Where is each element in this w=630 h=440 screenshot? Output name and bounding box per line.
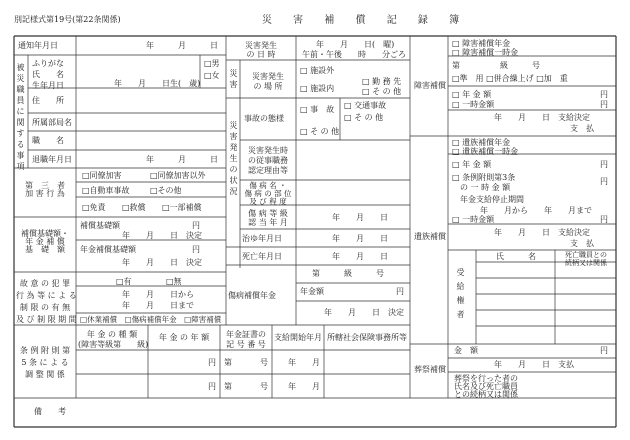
car-accident-checkbox[interactable]: □自動車事故: [82, 186, 130, 195]
retire-date-label: 退職年月日: [32, 155, 72, 164]
other-accident-checkbox[interactable]: □ そ の 他: [344, 113, 384, 122]
retire-date-value: 年 月 日: [146, 155, 218, 164]
accident-checkbox[interactable]: □ 事 故: [300, 105, 335, 114]
disability-label: 障害補償: [414, 81, 446, 90]
injury-pension-yen: 円: [396, 287, 404, 296]
recipient-relation-header: 死亡職員との 続柄又は関係: [565, 251, 607, 267]
injury-label: 傷 病 名 ・ 傷 病 の 部 位 及 び 程 度: [244, 181, 292, 206]
dept-label: 所属部局名: [32, 118, 72, 127]
restriction-yes-checkbox[interactable]: □有: [116, 277, 132, 286]
outside-checkbox[interactable]: □ 施設外: [300, 66, 335, 75]
disability-pension-checkbox[interactable]: □ 障害補償年金: [452, 39, 511, 48]
cert-no-suffix-1: 号: [260, 358, 268, 367]
other-duty-checkbox[interactable]: □同僚加害以外: [150, 171, 206, 180]
annual-yen-2: 円: [208, 382, 216, 391]
traffic-accident-checkbox[interactable]: □ 交通事故: [344, 101, 387, 110]
cure-date-label: 治ゆ年月日: [242, 234, 282, 243]
disability-pension-amount[interactable]: □ 年 金 額: [452, 90, 492, 99]
furigana-label: ふりがな: [32, 59, 64, 68]
injury-pension-label: 傷病補償年金: [228, 291, 276, 300]
cert-no-prefix-2: 第: [224, 382, 232, 391]
restriction-label: 故 意 の 犯 罪 行 為 等 に よ る 制 限 の 有 無 及 び 制 限 期 間: [16, 279, 77, 324]
survivor-lump-yen: 円: [600, 215, 608, 224]
disaster-side-label: 災害: [229, 69, 238, 89]
survivor-lump-checkbox[interactable]: □ 遺族補償一時金: [452, 147, 519, 156]
certificate-no-header: 年金証書の 記 号 番 号: [226, 330, 266, 349]
address-label: 住 所: [32, 96, 64, 105]
survivor-stop-period: 年 月から 年 月まで: [480, 206, 592, 215]
third-party-label: 第 三 者 加 害 行 為: [25, 181, 65, 198]
supplement-label: 条 例 附 則 第 5 条 に よ る 調 整 関 係: [19, 346, 71, 379]
recipient-name-header: 氏 名: [496, 252, 536, 261]
pension-base-date: 年 月 日 決定: [122, 258, 202, 267]
funeral-payment-date: 年 月 日 支払: [494, 360, 574, 369]
cert-no-suffix-2: 号: [260, 382, 268, 391]
disability-pension-yen: 円: [600, 90, 608, 99]
survivor-article-amount[interactable]: □ 条例附則第3条 の 一 時 金 額: [452, 173, 516, 192]
funeral-amount-label: 金 額: [454, 346, 478, 355]
restriction-types[interactable]: □休業補償 □傷病補償年金 □障害補償: [80, 315, 222, 324]
base-amount-yen: 円: [192, 221, 200, 230]
disability-lump-amount[interactable]: □ 一時金額: [452, 100, 495, 109]
disability-payment-date: 年 月 日 支給決定: [494, 113, 590, 122]
name-label: 氏 名: [32, 70, 64, 79]
birth-value: 年 月 日生( 歳): [114, 79, 201, 88]
accident-status-label: 事故の態様: [244, 114, 284, 123]
injury-pension-decision: 年 月 日 決定: [324, 308, 404, 317]
recipient-label: 受給権者: [456, 268, 465, 319]
base-amount-label: 補償基礎額: [80, 221, 120, 230]
female-checkbox[interactable]: □女: [204, 71, 220, 80]
survivor-lump-amount[interactable]: □ 一時金額: [452, 215, 495, 224]
job-title-label: 職 名: [32, 136, 64, 145]
commute-checkbox[interactable]: □ 勤 務 先: [362, 77, 402, 86]
start-ym-1: 年 月: [288, 358, 320, 367]
annual-yen-1: 円: [208, 358, 216, 367]
birth-label: 生年月日: [32, 81, 64, 90]
restriction-no-checkbox[interactable]: □無: [166, 277, 182, 286]
injury-pension-amount-label: 年金額: [300, 287, 324, 296]
base-amount-date: 年 月 日 決定: [122, 231, 202, 240]
injury-pension-grade: 第 級 号: [312, 269, 384, 278]
survivor-pay-label: 支 払: [570, 239, 594, 248]
disaster-datetime-label: 災害発生 の 日 時: [245, 41, 277, 59]
base-amount-group-label: 補償基礎額・ 年 金 補 償 基 礎 額: [21, 229, 69, 254]
duty-label: 災害発生時 の従事職務 認定理由等: [248, 146, 288, 175]
male-checkbox[interactable]: □男: [204, 59, 220, 68]
social-insurance-office-header: 所轄社会保険事務所等: [327, 333, 407, 342]
funeral-label: 葬祭補償: [414, 365, 446, 374]
survivor-stop-label: 年金支給停止期間: [460, 195, 524, 204]
form-title: 災 害 補 償 記 録 簿: [262, 15, 469, 26]
funeral-amount-yen: 円: [600, 346, 608, 355]
inside-checkbox[interactable]: □ 施設内: [300, 84, 335, 93]
partial-checkbox[interactable]: □一部補償: [162, 203, 202, 212]
disability-grade: 第 級 号: [452, 61, 540, 70]
survivor-pension-checkbox[interactable]: □ 遺族補償年金: [452, 138, 511, 147]
pension-base-label: 年金補償基礎額: [80, 245, 136, 254]
diagnosis-date: 年 月 日: [332, 213, 388, 222]
indemnity-checkbox[interactable]: □救償: [122, 203, 146, 212]
same-duty-checkbox[interactable]: □同僚加害: [82, 171, 122, 180]
other-status-checkbox[interactable]: □ そ の 他: [300, 127, 340, 136]
survivor-pension-amount[interactable]: □ 年 金 額: [452, 160, 492, 169]
death-date-value: 年 月 日: [332, 252, 388, 261]
start-month-header: 支給開始年月: [274, 333, 322, 342]
disaster-place-label: 災害発生 の 場 所: [252, 72, 284, 91]
pension-base-yen: 円: [192, 245, 200, 254]
cert-no-prefix-1: 第: [224, 358, 232, 367]
start-ym-2: 年 月: [288, 382, 320, 391]
diagnosis-label: 傷 病 等 級 認 当 年 月: [248, 209, 288, 227]
disability-lump-checkbox[interactable]: □ 障害補償一時金: [452, 48, 519, 57]
pension-annual-header: 年 金 の 年 額: [158, 333, 210, 342]
survivor-payment-date: 年 月 日 支給決定: [494, 228, 590, 237]
survivor-label: 遺族補償: [414, 232, 446, 241]
disaster-time-value: 午前・午後 時 分ごろ: [302, 50, 406, 59]
restriction-to: 年 月 日まで: [122, 301, 194, 310]
disability-lump-yen: 円: [600, 100, 608, 109]
pension-type-header: 年 金 の 種 類 (障害等級第 級): [78, 330, 149, 349]
remarks-label: 備 考: [34, 407, 66, 416]
form-number: 別記様式第19号(第22条関係): [14, 15, 121, 24]
disability-sub-options[interactable]: □準 用 □併合繰上げ □加 重: [452, 74, 568, 83]
survivor-article-yen: 円: [600, 177, 608, 186]
disaster-status-vertical: 災害発生の状況: [229, 121, 238, 196]
other-checkbox[interactable]: □その他: [150, 186, 182, 195]
exempt-checkbox[interactable]: □免責: [82, 203, 106, 212]
cure-date-value: 年 月 日: [332, 234, 388, 243]
notify-date-value: 年 月 日: [146, 41, 218, 50]
victim-group-label: 被災職員に関する事項: [16, 63, 25, 171]
restriction-from: 年 月 日から: [122, 290, 194, 299]
funeral-performer-label: 葬祭を行った者の 氏名及び死亡職員 との続柄又は関係: [454, 374, 518, 399]
disability-pay-label: 支 払: [570, 124, 594, 133]
survivor-pension-yen: 円: [600, 160, 608, 169]
notify-date-label: 通知年月日: [18, 41, 58, 50]
disaster-date-value: 年 月 日( 曜): [316, 40, 395, 49]
death-date-label: 死亡年月日: [242, 252, 282, 261]
other-place-checkbox[interactable]: □ そ の 他: [362, 87, 402, 96]
